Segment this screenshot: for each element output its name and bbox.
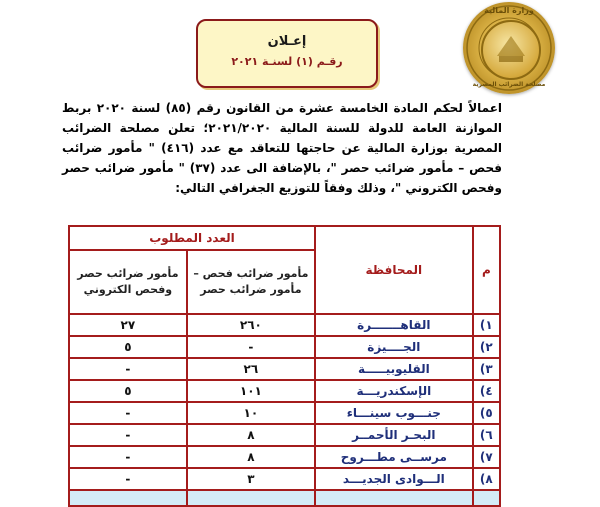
governorate-name: القليوبيـــــة bbox=[315, 358, 473, 380]
row-number: ٨) bbox=[473, 468, 500, 490]
emblem-icon bbox=[483, 22, 539, 78]
governorate-name: البحـر الأحمــر bbox=[315, 424, 473, 446]
announcement-subtitle: رقـم (١) لسنـة ٢٠٢١ bbox=[231, 55, 343, 68]
table-total-row bbox=[69, 490, 500, 506]
table-row bbox=[69, 336, 500, 358]
table-row bbox=[69, 358, 500, 380]
announcement-title: إعـلان bbox=[267, 34, 307, 49]
seal-top-text: وزارة المالية bbox=[484, 6, 534, 15]
table-row bbox=[69, 468, 500, 490]
header-col-b: مأمور ضرائب حصر وفحص الكتروني bbox=[69, 250, 187, 314]
governorate-name: الإسكندريـــة bbox=[315, 380, 473, 402]
governorate-name: الجــــيزة bbox=[315, 336, 473, 358]
governorate-name: جنـــوب سينـــاء bbox=[315, 402, 473, 424]
count-b: - bbox=[69, 446, 187, 468]
announcement-body: اعمالاً لحكم المادة الخامسة عشرة من القانون رقم (٨٥) لسنة ٢٠٢٠ بربط الموازنة العامة للدولة للسنة المالية ٢٠٢١/٢٠٢٠؛ تعلن مصلحة الضرائب المصرية بوزارة المالية عن حاجتها للتعاقد مع عدد (٤١٦) " مأمور ضرائب فحص – مأمور ضرائب حصر "، بالإضافة الى عدد (٣٧) " مأمور ضرائب حصر وفحص الكتروني "، وذلك وفقاً للتوزيع الجغرافي التالي: bbox=[62, 101, 502, 195]
announcement-box bbox=[196, 19, 378, 88]
row-number: ٢) bbox=[473, 336, 500, 358]
count-b: ٥ bbox=[69, 336, 187, 358]
total-cell bbox=[187, 490, 315, 506]
count-a: ٢٦ bbox=[187, 358, 315, 380]
count-b: - bbox=[69, 402, 187, 424]
header-m: م bbox=[473, 226, 500, 314]
count-a: - bbox=[187, 336, 315, 358]
row-number: ٣) bbox=[473, 358, 500, 380]
row-number: ٤) bbox=[473, 380, 500, 402]
row-number: ٥) bbox=[473, 402, 500, 424]
row-number: ٦) bbox=[473, 424, 500, 446]
total-cell bbox=[473, 490, 500, 506]
header-governorate: المحافظة bbox=[315, 226, 473, 314]
table-row bbox=[69, 314, 500, 336]
table-row bbox=[69, 424, 500, 446]
governorate-name: الـــوادى الجديـــد bbox=[315, 468, 473, 490]
governorate-name: القاهـــــــرة bbox=[315, 314, 473, 336]
table-row bbox=[69, 402, 500, 424]
table-row bbox=[69, 446, 500, 468]
seal-bottom-text: مصلحة الضرائب المصرية bbox=[472, 81, 546, 88]
header-col-a: مأمور ضرائب فحص – مأمور ضرائب حصر bbox=[187, 250, 315, 314]
governorate-name: مرســى مطـــروح bbox=[315, 446, 473, 468]
seal-emblem bbox=[481, 20, 541, 80]
count-a: ١٠١ bbox=[187, 380, 315, 402]
count-a: ١٠ bbox=[187, 402, 315, 424]
total-cell bbox=[315, 490, 473, 506]
count-b: - bbox=[69, 468, 187, 490]
ministry-seal bbox=[463, 2, 555, 94]
table-row bbox=[69, 380, 500, 402]
count-b: - bbox=[69, 424, 187, 446]
count-a: ٨ bbox=[187, 424, 315, 446]
count-a: ٨ bbox=[187, 446, 315, 468]
row-number: ٧) bbox=[473, 446, 500, 468]
count-b: ٢٧ bbox=[69, 314, 187, 336]
distribution-table bbox=[68, 225, 501, 507]
row-number: ١) bbox=[473, 314, 500, 336]
count-b: ٥ bbox=[69, 380, 187, 402]
total-cell bbox=[69, 490, 187, 506]
count-a: ٣ bbox=[187, 468, 315, 490]
header-required-count: العدد المطلوب bbox=[69, 226, 315, 250]
count-a: ٢٦٠ bbox=[187, 314, 315, 336]
count-b: - bbox=[69, 358, 187, 380]
